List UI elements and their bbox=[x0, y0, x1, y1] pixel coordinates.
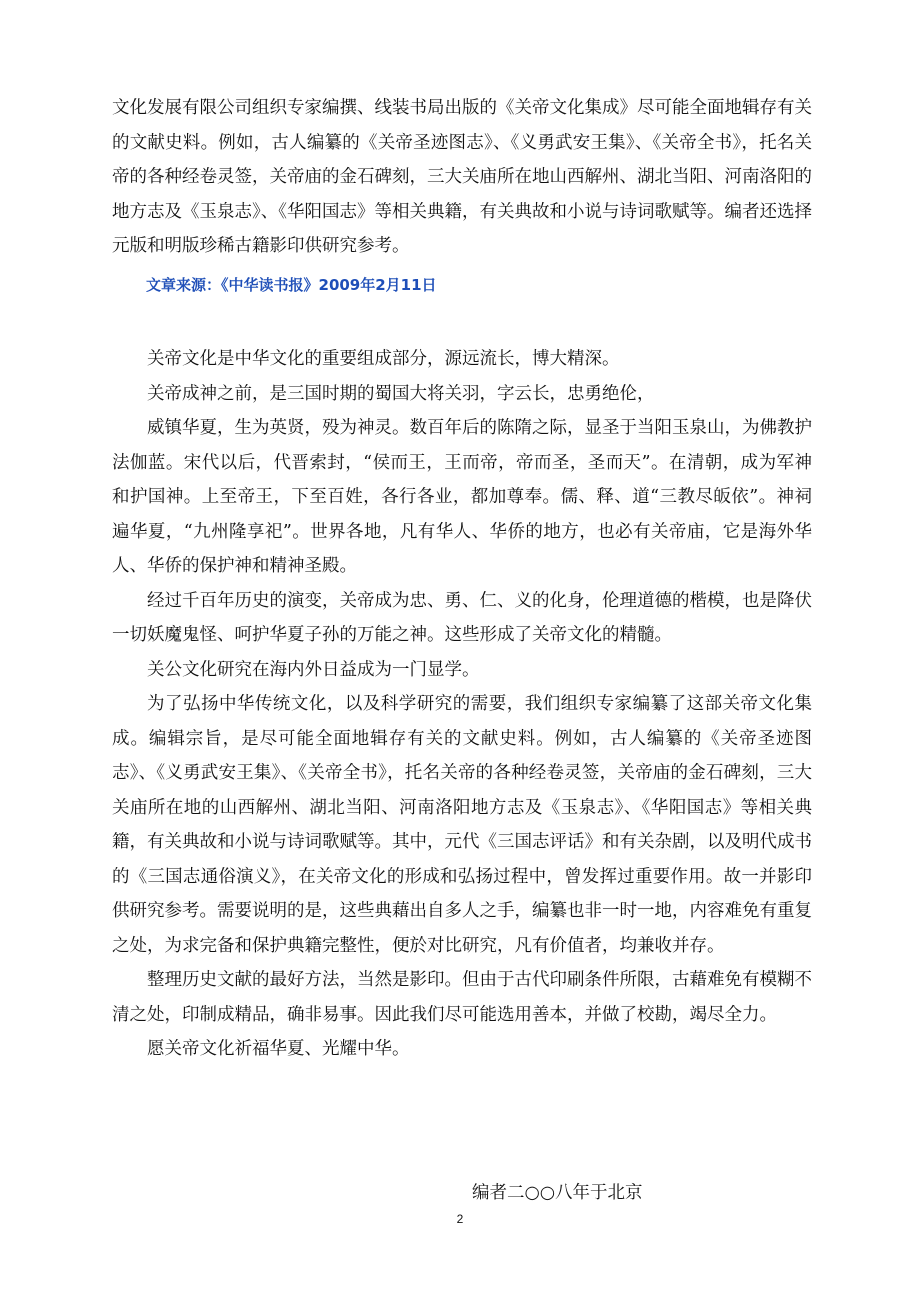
body-paragraph-5: 关公文化研究在海内外日益成为一门显学。 bbox=[147, 659, 480, 680]
editor-signature: 编者二○○八年于北京 bbox=[472, 1183, 643, 1203]
body-paragraph-3: 威镇华夏，生为英贤，殁为神灵。数百年后的陈隋之际，显圣于当阳玉泉山，为佛教护法伽蓝。宋代以后，代晋索封，“侯而王，王而帝，帝而圣，圣而天”。在清朝，成为军神和护国神。上至帝王，下至百姓，各行各业，都加尊奉。儒、释、道“三教尽皈依”。神祠遍华夏，“九州隆享祀”。世界各地，凡有华人、华侨的地方，也必有关帝庙，它是海外华人、华侨的保护神和精神圣殿。 bbox=[112, 418, 812, 576]
continued-paragraph: 文化发展有限公司组织专家编撰、线装书局出版的《关帝文化集成》尽可能全面地辑存有关的文献史料。例如，古人编纂的《关帝圣迹图志》、《义勇武安王集》、《关帝全书》，托名关帝的各种经卷灵签，关帝庙的金石碑刻，三大关庙所在地山西解州、湖北当阳、河南洛阳的地方志及《玉泉志》、《华阳国志》等相关典籍，有关典故和小说与诗词歌赋等。编者还选择元版和明版珍稀古籍影印供研究参考。 bbox=[112, 98, 812, 256]
continued-section bbox=[112, 91, 812, 264]
body-paragraph-6: 为了弘扬中华传统文化，以及科学研究的需要，我们组织专家编纂了这部关帝文化集成。编辑宗旨，是尽可能全面地辑存有关的文献史料。例如，古人编纂的《关帝圣迹图志》、《义勇武安王集》、《关帝全书》，托名关帝的各种经卷灵签，关帝庙的金石碑刻，三大关庙所在地的山西解州、湖北当阳、河南洛阳地方志及《玉泉志》、《华阳国志》等相关典籍，有关典故和小说与诗词歌赋等。其中，元代《三国志评话》和有关杂剧，以及明代成书的《三国志通俗演义》，在关帝文化的形成和弘扬过程中，曾发挥过重要作用。故一并影印供研究参考。需要说明的是，这些典藉出自多人之手，编纂也非一时一地，内容难免有重复之处，为求完备和保护典籍完整性，便於对比研究，凡有价值者，均兼收并存。 bbox=[112, 694, 812, 956]
body-paragraph-7: 整理历史文献的最好方法，当然是影印。但由于古代印刷条件所限，古藉难免有模糊不清之处，印制成精品，确非易事。因此我们尽可能选用善本，并做了校勘，竭尽全力。 bbox=[112, 970, 812, 1025]
article-source-link[interactable]: 文章来源：《中华读书报》2009年2月11日 bbox=[146, 276, 437, 294]
page-number: 2 bbox=[456, 1212, 464, 1226]
body-paragraph-8: 愿关帝文化祈福华夏、光耀中华。 bbox=[147, 1039, 410, 1059]
body-paragraph-4: 经过千百年历史的演变，关帝成为忠、勇、仁、义的化身，伦理道德的楷模，也是降伏一切妖魔鬼怪、呵护华夏子孙的万能之神。这些形成了关帝文化的精髓。 bbox=[112, 590, 812, 645]
body-paragraph-2: 关帝成神之前，是三国时期的蜀国大将关羽，字云长，忠勇绝伦， bbox=[147, 383, 655, 404]
body-paragraph-1: 关帝文化是中华文化的重要组成部分，源远流长，博大精深。 bbox=[147, 349, 620, 369]
preface-body bbox=[112, 342, 812, 1067]
